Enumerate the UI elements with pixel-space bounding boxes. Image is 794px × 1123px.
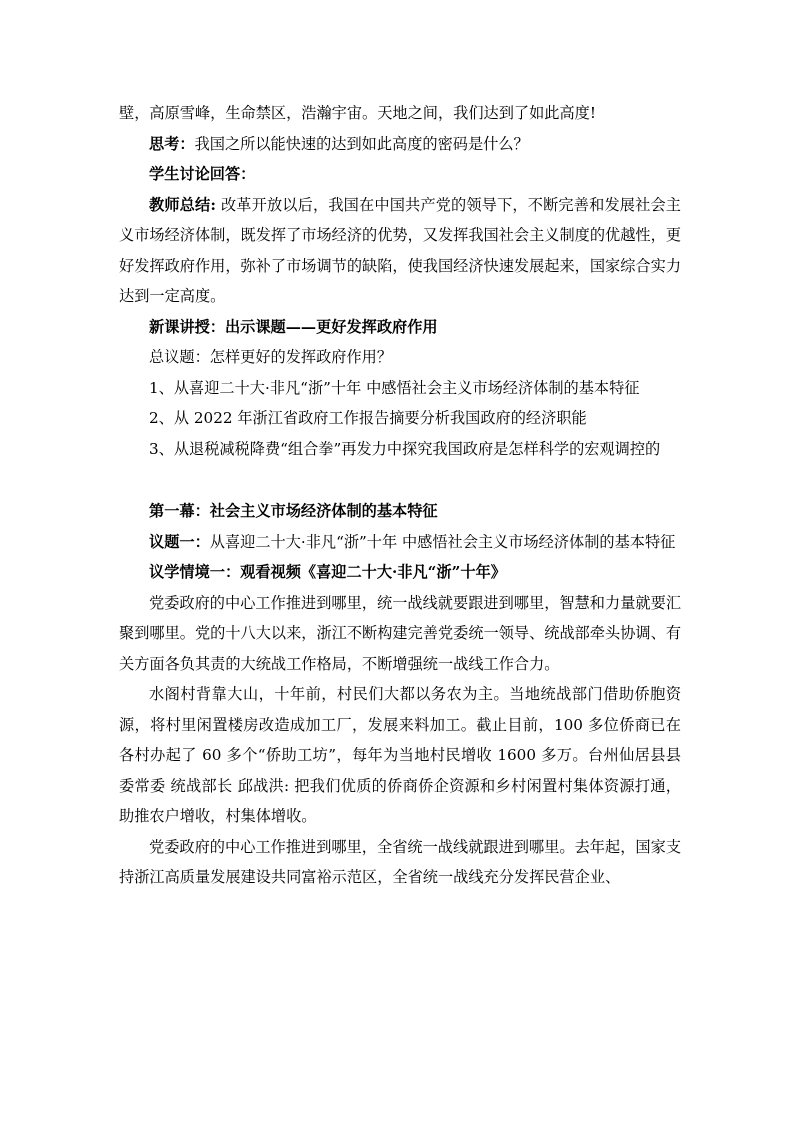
paragraph-text: 改革开放以后，我国在中国共产党的领导下，不断完善和发展社会主义市场经济体制，既发挥了市场经济的优势，又发挥我国社会主义制度的优越性，更好发挥政府作用，弥补了市场调节的缺陷，使我国经济快速发展起来，国家综合实力达到一定高度。 <box>119 195 681 305</box>
paragraph-text: 1、从喜迎二十大·非凡“浙”十年 中感悟社会主义市场经济体制的基本特征 <box>149 378 640 397</box>
paragraph-text: 水阁村背靠大山，十年前，村民们大都以务农为主。当地统战部门借助侨胞资源，将村里闲置楼房改造成加工厂，发展来料加工。截止目前，100 多位侨商已在各村办起了 60 多个“侨助工坊”，每年为当地村民增收 1600 多万。台州仙居县县委常委 统战部长 邱战洪: 把我们优质的侨商侨企资源和乡村闲置村集体资源打通，助推农户增收，村集体增收。 <box>119 685 681 825</box>
paragraph-lead: 第一幕：社会主义市场经济体制的基本特征 <box>149 502 438 520</box>
paragraph-lead: 议题一： <box>149 532 210 551</box>
blank-line <box>119 464 681 496</box>
paragraph-list-item-2 <box>119 403 681 434</box>
paragraph-lead: 议学情境一：观看视频《喜迎二十大·非凡“浙”十年》 <box>149 563 506 581</box>
paragraph-list-item-3 <box>119 434 681 465</box>
paragraph-lead: 学生讨论回答： <box>149 165 256 183</box>
paragraph-continuation <box>119 98 681 129</box>
paragraph-text: 从喜迎二十大·非凡“浙”十年 中感悟社会主义市场经济体制的基本特征 <box>209 532 676 551</box>
paragraph-thinking <box>119 129 681 160</box>
paragraph-body <box>119 679 681 832</box>
paragraph-lead: 思考： <box>149 134 195 153</box>
paragraph-text: 总议题：怎样更好的发挥政府作用？ <box>149 348 392 366</box>
paragraph-text: 壁，高原雪峰，生命禁区，浩瀚宇宙。天地之间，我们达到了如此高度! <box>119 104 596 122</box>
paragraph-text: 党委政府的中心工作推进到哪里，全省统一战线就跟进到哪里。去年起，国家支持浙江高质量发展建设共同富裕示范区，全省统一战线充分发挥民营企业、 <box>119 837 681 886</box>
paragraph-lead: 新课讲授：出示课题——更好发挥政府作用 <box>149 317 438 336</box>
section-heading <box>119 496 681 527</box>
paragraph-student-discussion <box>119 159 681 190</box>
document-body <box>119 98 681 893</box>
paragraph-text: 2、从 2022 年浙江省政府工作报告摘要分析我国政府的经济职能 <box>149 409 587 427</box>
paragraph-body <box>119 832 681 893</box>
paragraph-scenario-one <box>119 557 681 588</box>
paragraph-list-item-1 <box>119 373 681 404</box>
paragraph-text: 我国之所以能快速的达到如此高度的密码是什么？ <box>194 134 529 153</box>
paragraph-lead: 教师总结: <box>149 195 216 214</box>
paragraph-main-topic <box>119 342 681 373</box>
paragraph-topic-one <box>119 527 681 558</box>
paragraph-teacher-summary <box>119 190 681 312</box>
paragraph-text: 3、从退税减税降费“组合拳”再发力中探究我国政府是怎样科学的宏观调控的 <box>149 439 661 458</box>
paragraph-body <box>119 588 681 680</box>
paragraph-new-lesson <box>119 312 681 343</box>
paragraph-text: 党委政府的中心工作推进到哪里，统一战线就要跟进到哪里，智慧和力量就要汇聚到哪里。党的十八大以来，浙江不断构建完善党委统一领导、统战部牵头协调、有关方面各负其责的大统战工作格局，不断增强统一战线工作合力。 <box>119 593 681 673</box>
